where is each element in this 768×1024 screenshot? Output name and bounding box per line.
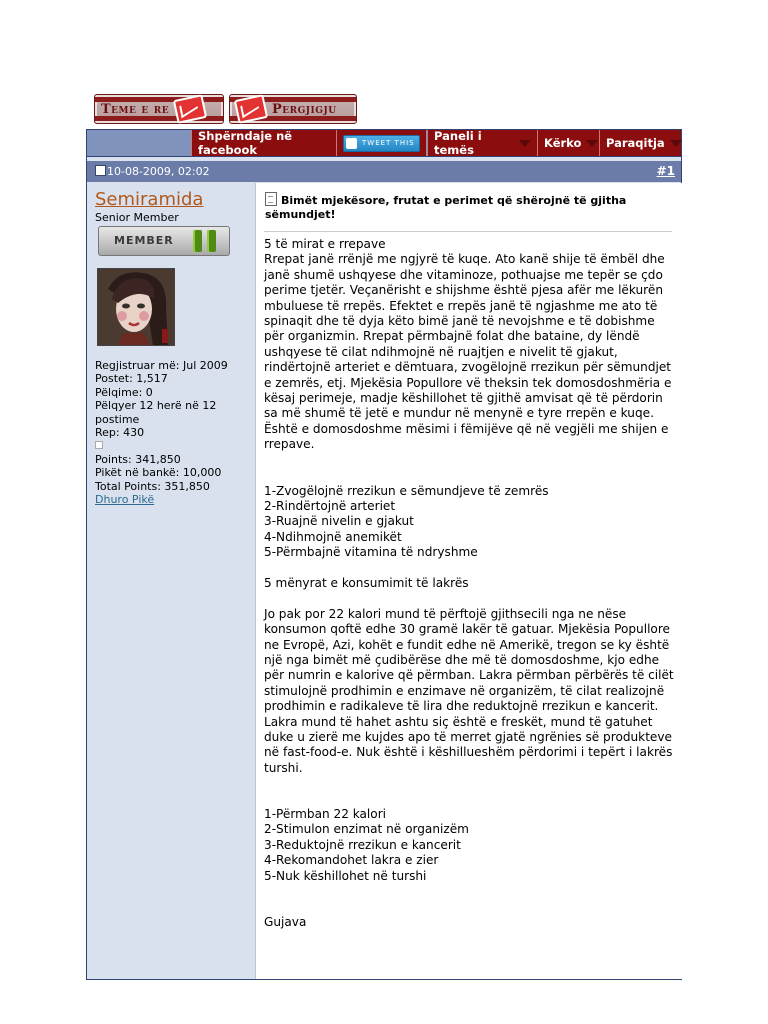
title-divider [264,231,672,232]
post-container [86,129,682,980]
rank-bar [193,230,202,252]
reply-button[interactable] [229,94,357,124]
user-stats [95,359,251,506]
post-body: 5 të mirat e rrepave Rrepat janë rrënjë me ngjyrë të kuqe. Ato kanë shije të ëmbël dhe janë shumë ushqyese dhe vitaminoze, pothuajse me tepër se çdo perime tjetër. Veçanërisht e shijshme është pjesa afër me lëkurën mbuluese të rrepës. Efektet e rrepës janë të ngjashme me ato të spinaqit dhe të dyja këto bimë janë të nevojshme e të dobishme për organizmin. Rrepat përmbajnë folat dhe bataine, dy lëndë ushqyese të cilat ndihmojnë në ruajtjen e nivelit të gjakut, rindërtojnë arteriet e dëmtuara, zvogëlojnë rrezikun për sëmundjet e zemrës, etj. Mjekësia Popullore vë theksin tek domosdoshmëria e kësaj perimeje, madje këshillohet të gjithë amvisat që të përdorin sa më shumë të jetë e mundur në menynë e tyre rrepën e kuqe. Është e domosdoshme mësimi i fëmijëve që në vegjëli me shijen e rrepave. 1-Zvogëlojnë rrezikun e sëmundjeve të zemrës 2-Rindërtojnë arteriet 3-Ruajnë nivelin e gjakut 4-Ndihmojnë anemikët 5-Përmbajnë vitamina të ndryshme 5 mënyrat e konsumimit të lakrës Jo pak por 22 kalori mund të përftojë gjithsecili nga ne nëse konsumon qoftë edhe 30 gramë lakër të gatuar. Mjekësia Popullore ne Evropë, Azi, kohët e fundit edhe në Amerikë, tregon se ky është një nga bimët më çudibërëse dhe më të domosdoshme, kjo edhe për numrin e kalorive që përmban. Lakra përmban përbërës të cilët stimulojnë prodhimin e enzimave në organizëm, të cilat realizojnë prodhimin e radikaleve të lira dhe reduktojnë rrezikun e kancerit. Lakra mund të hahet ashtu siç është e freskët, mund të gatuhet duke u zierë me kujdes apo të merret gjatë ngrënies së produkteve në fast-food-e. Nuk është i këshillueshëm përdorimi i tepërt i lakrës turshi. 1-Përmban 22 kalori 2-Stimulon enzimat në organizëm 3-Reduktojnë rrezikun e kancerit 4-Rekomandohet lakra e zier 5-Nuk këshillohet në turshi Gujava [264,237,674,929]
join-date: Regjistruar më: Jul 2009 [95,359,228,372]
tweet-badge [343,135,420,152]
display-mode-label: Paraqitja [606,136,665,150]
post-status-icon [95,165,106,176]
chevron-down-icon [586,140,598,147]
post-content [255,183,682,979]
rank-bar [207,230,216,252]
display-mode-menu[interactable] [599,130,681,156]
post-number-link[interactable]: #1 [656,164,675,178]
post-count: Postet: 1,517 [95,372,168,386]
bank-points: Pikët në bankë: 10,000 [95,466,222,480]
reputation: Rep: 430 [95,426,145,440]
twitter-icon [346,138,357,149]
chevron-down-icon [670,140,682,147]
chevron-down-icon [519,140,531,147]
thread-toolbar [87,130,681,157]
tweet-this-button[interactable] [336,130,426,156]
reputation-icon [95,441,103,449]
member-badge-label: MEMBER [114,234,174,247]
total-points: Total Points: 351,850 [95,479,210,493]
document-icon [265,192,277,206]
thread-tools-label: Paneli i temës [434,129,482,157]
new-topic-label: Teme e re [101,101,170,117]
post-date: 10-08-2009, 02:02 [107,165,210,178]
donate-points-link[interactable]: Dhuro Pikë [95,493,155,507]
thread-tools-menu[interactable] [427,130,537,156]
post-title-row [265,192,675,222]
avatar-image [98,269,174,345]
tweet-label: TWEET THIS [362,139,415,147]
avatar[interactable] [97,268,175,346]
user-title: Senior Member [95,211,179,224]
share-facebook-label: Shpërndaje në facebook [198,129,293,157]
post-header [87,161,681,182]
post-title: Bimët mjekësore, frutat e perimet që shërojnë të gjitha sëmundjet! [265,194,627,221]
search-menu[interactable] [537,130,599,156]
share-facebook-button[interactable] [191,130,336,156]
likes-received: Pëlqyer 12 herë në 12 postime [95,399,217,426]
username-link[interactable]: Semiramida [95,189,204,210]
new-topic-button[interactable] [94,94,224,124]
points: Points: 341,850 [95,452,181,466]
likes-given: Pëlqime: 0 [95,385,153,399]
member-rank-badge [98,226,230,256]
user-info-panel [87,183,255,979]
reply-label: Pergjigju [272,101,337,117]
search-label: Kërko [544,136,582,150]
